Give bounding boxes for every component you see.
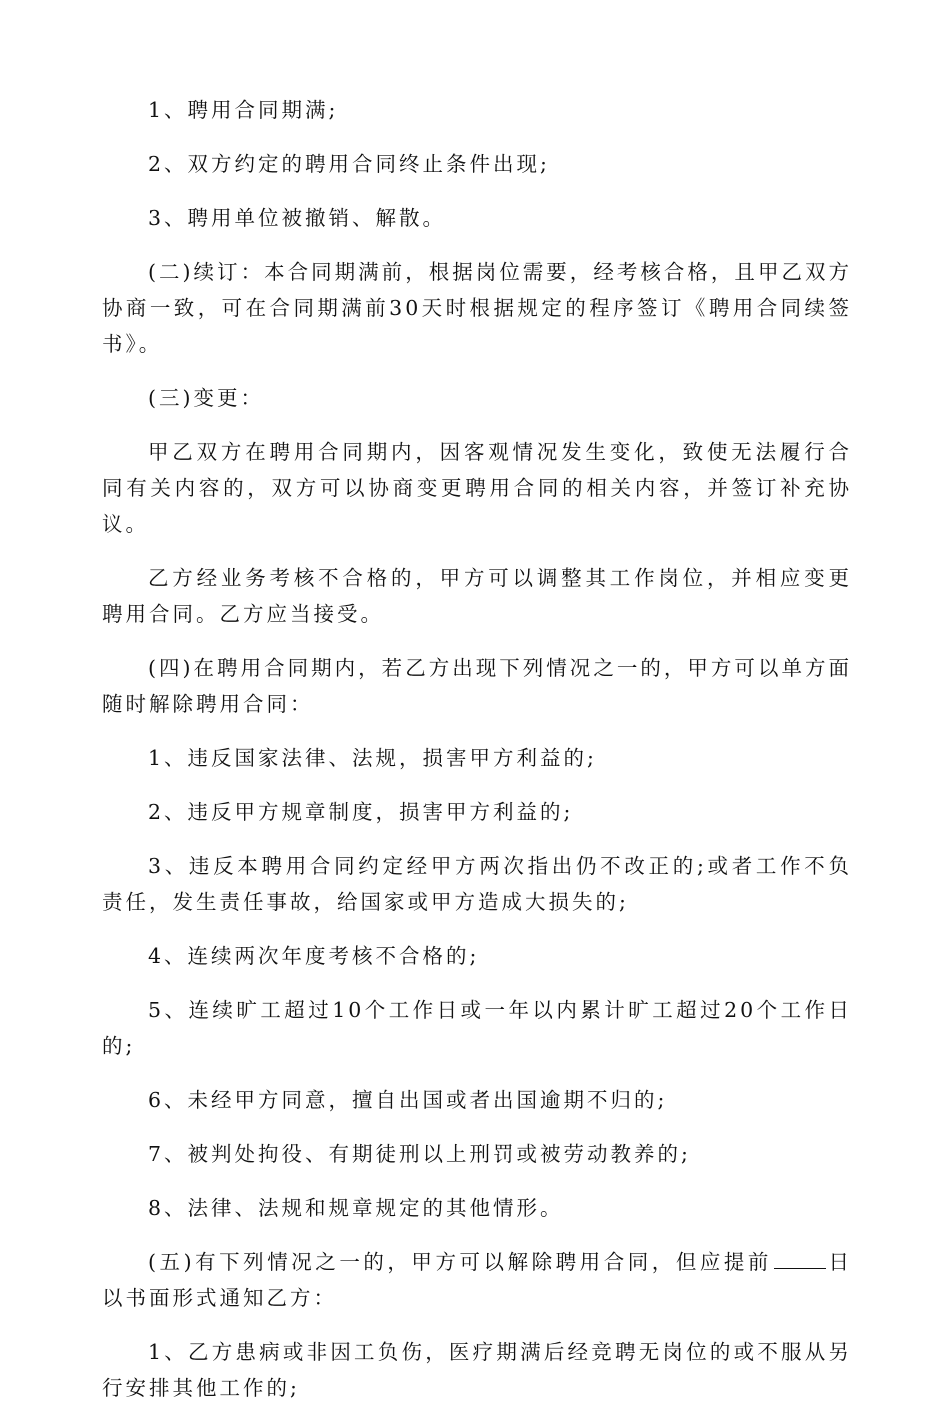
- paragraph: 4、连续两次年度考核不合格的;: [148, 944, 480, 968]
- paragraph: 乙方经业务考核不合格的，甲方可以调整其工作岗位，并相应变更聘用合同。乙方应当接受。: [102, 566, 852, 626]
- paragraph: (四)在聘用合同期内，若乙方出现下列情况之一的，甲方可以单方面随时解除聘用合同：: [102, 656, 852, 716]
- clause-5-paragraph: [102, 1244, 852, 1316]
- paragraph: 1、聘用合同期满;: [148, 98, 339, 122]
- clause-5-text: (五)有下列情况之一的，甲方可以解除聘用合同，但应提前: [148, 1250, 772, 1274]
- paragraph: 3、聘用单位被撤销、解散。: [148, 206, 447, 230]
- paragraph: 6、未经甲方同意，擅自出国或者出国逾期不归的;: [148, 1088, 668, 1112]
- paragraph: 8、法律、法规和规章规定的其他情形。: [148, 1196, 564, 1220]
- paragraph: 5、连续旷工超过10个工作日或一年以内累计旷工超过20个工作日的;: [102, 998, 852, 1058]
- document-body: [102, 92, 852, 1424]
- paragraph: (二)续订：本合同期满前，根据岗位需要，经考核合格，且甲乙双方协商一致，可在合同期满前30天时根据规定的程序签订《聘用合同续签书》。: [102, 260, 852, 356]
- paragraph: (三)变更：: [148, 386, 264, 410]
- paragraph: 7、被判处拘役、有期徒刑以上刑罚或被劳动教养的;: [148, 1142, 691, 1166]
- paragraph: 1、违反国家法律、法规，损害甲方利益的;: [148, 746, 597, 770]
- fill-in-blank: [774, 1248, 826, 1269]
- paragraph: 3、违反本聘用合同约定经甲方两次指出仍不改正的;或者工作不负责任，发生责任事故，给国家或甲方造成大损失的;: [102, 854, 852, 914]
- clause-5-text-end: 日以书面形式通知乙方：: [102, 1250, 853, 1310]
- paragraph: 甲乙双方在聘用合同期内，因客观情况发生变化，致使无法履行合同有关内容的，双方可以协商变更聘用合同的相关内容，并签订补充协议。: [102, 440, 852, 536]
- paragraph: 1、乙方患病或非因工负伤，医疗期满后经竞聘无岗位的或不服从另行安排其他工作的;: [102, 1340, 852, 1400]
- paragraph: 2、违反甲方规章制度，损害甲方利益的;: [148, 800, 574, 824]
- paragraph: 2、双方约定的聘用合同终止条件出现;: [148, 152, 550, 176]
